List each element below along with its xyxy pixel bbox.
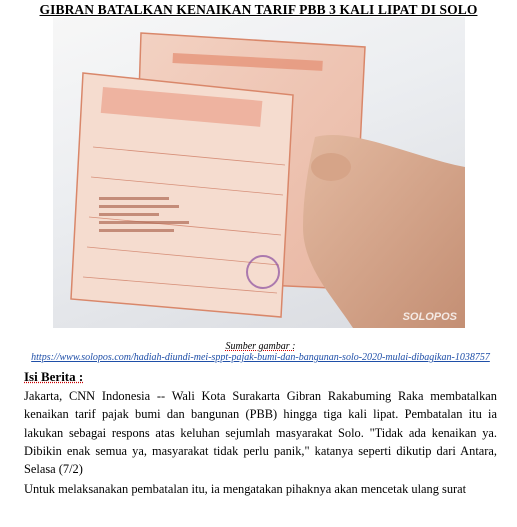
source-label: Sumber gambar : bbox=[225, 341, 296, 352]
image-caption bbox=[24, 341, 497, 363]
paragraph: Untuk melaksanakan pembatalan itu, ia mengatakan pihaknya akan mencetak ulang surat bbox=[24, 482, 467, 497]
photo-watermark: SOLOPOS bbox=[402, 311, 457, 323]
article-photo bbox=[53, 17, 465, 328]
source-link[interactable]: https://www.solopos.com/hadiah-diundi-mei-sppt-pajak-bumi-dan-bangunan-solo-2020-mulai-dibagikan-1038757 bbox=[31, 352, 490, 363]
section-label: Isi Berita : bbox=[24, 369, 84, 384]
article-body bbox=[24, 387, 497, 501]
tax-document-photo bbox=[53, 17, 465, 328]
paragraph: Jakarta, CNN Indonesia -- Wali Kota Surakarta Gibran Rakabuming Raka membatalkan kenaikan tarif pajak bumi dan bangunan (PBB) hingga tiga kali lipat. Pembatalan itu ia lakukan sebagai respons atas keluhan sejumlah masyarakat Solo. "Tidak ada kenaikan ya. Dibikin enak semua ya, masyarakat tidak perlu panik," katanya seperti dikutip dari Antara, Selasa (7/2) bbox=[24, 389, 497, 477]
article-title: GIBRAN BATALKAN KENAIKAN TARIF PBB 3 KALI LIPAT DI SOLO bbox=[39, 2, 478, 17]
